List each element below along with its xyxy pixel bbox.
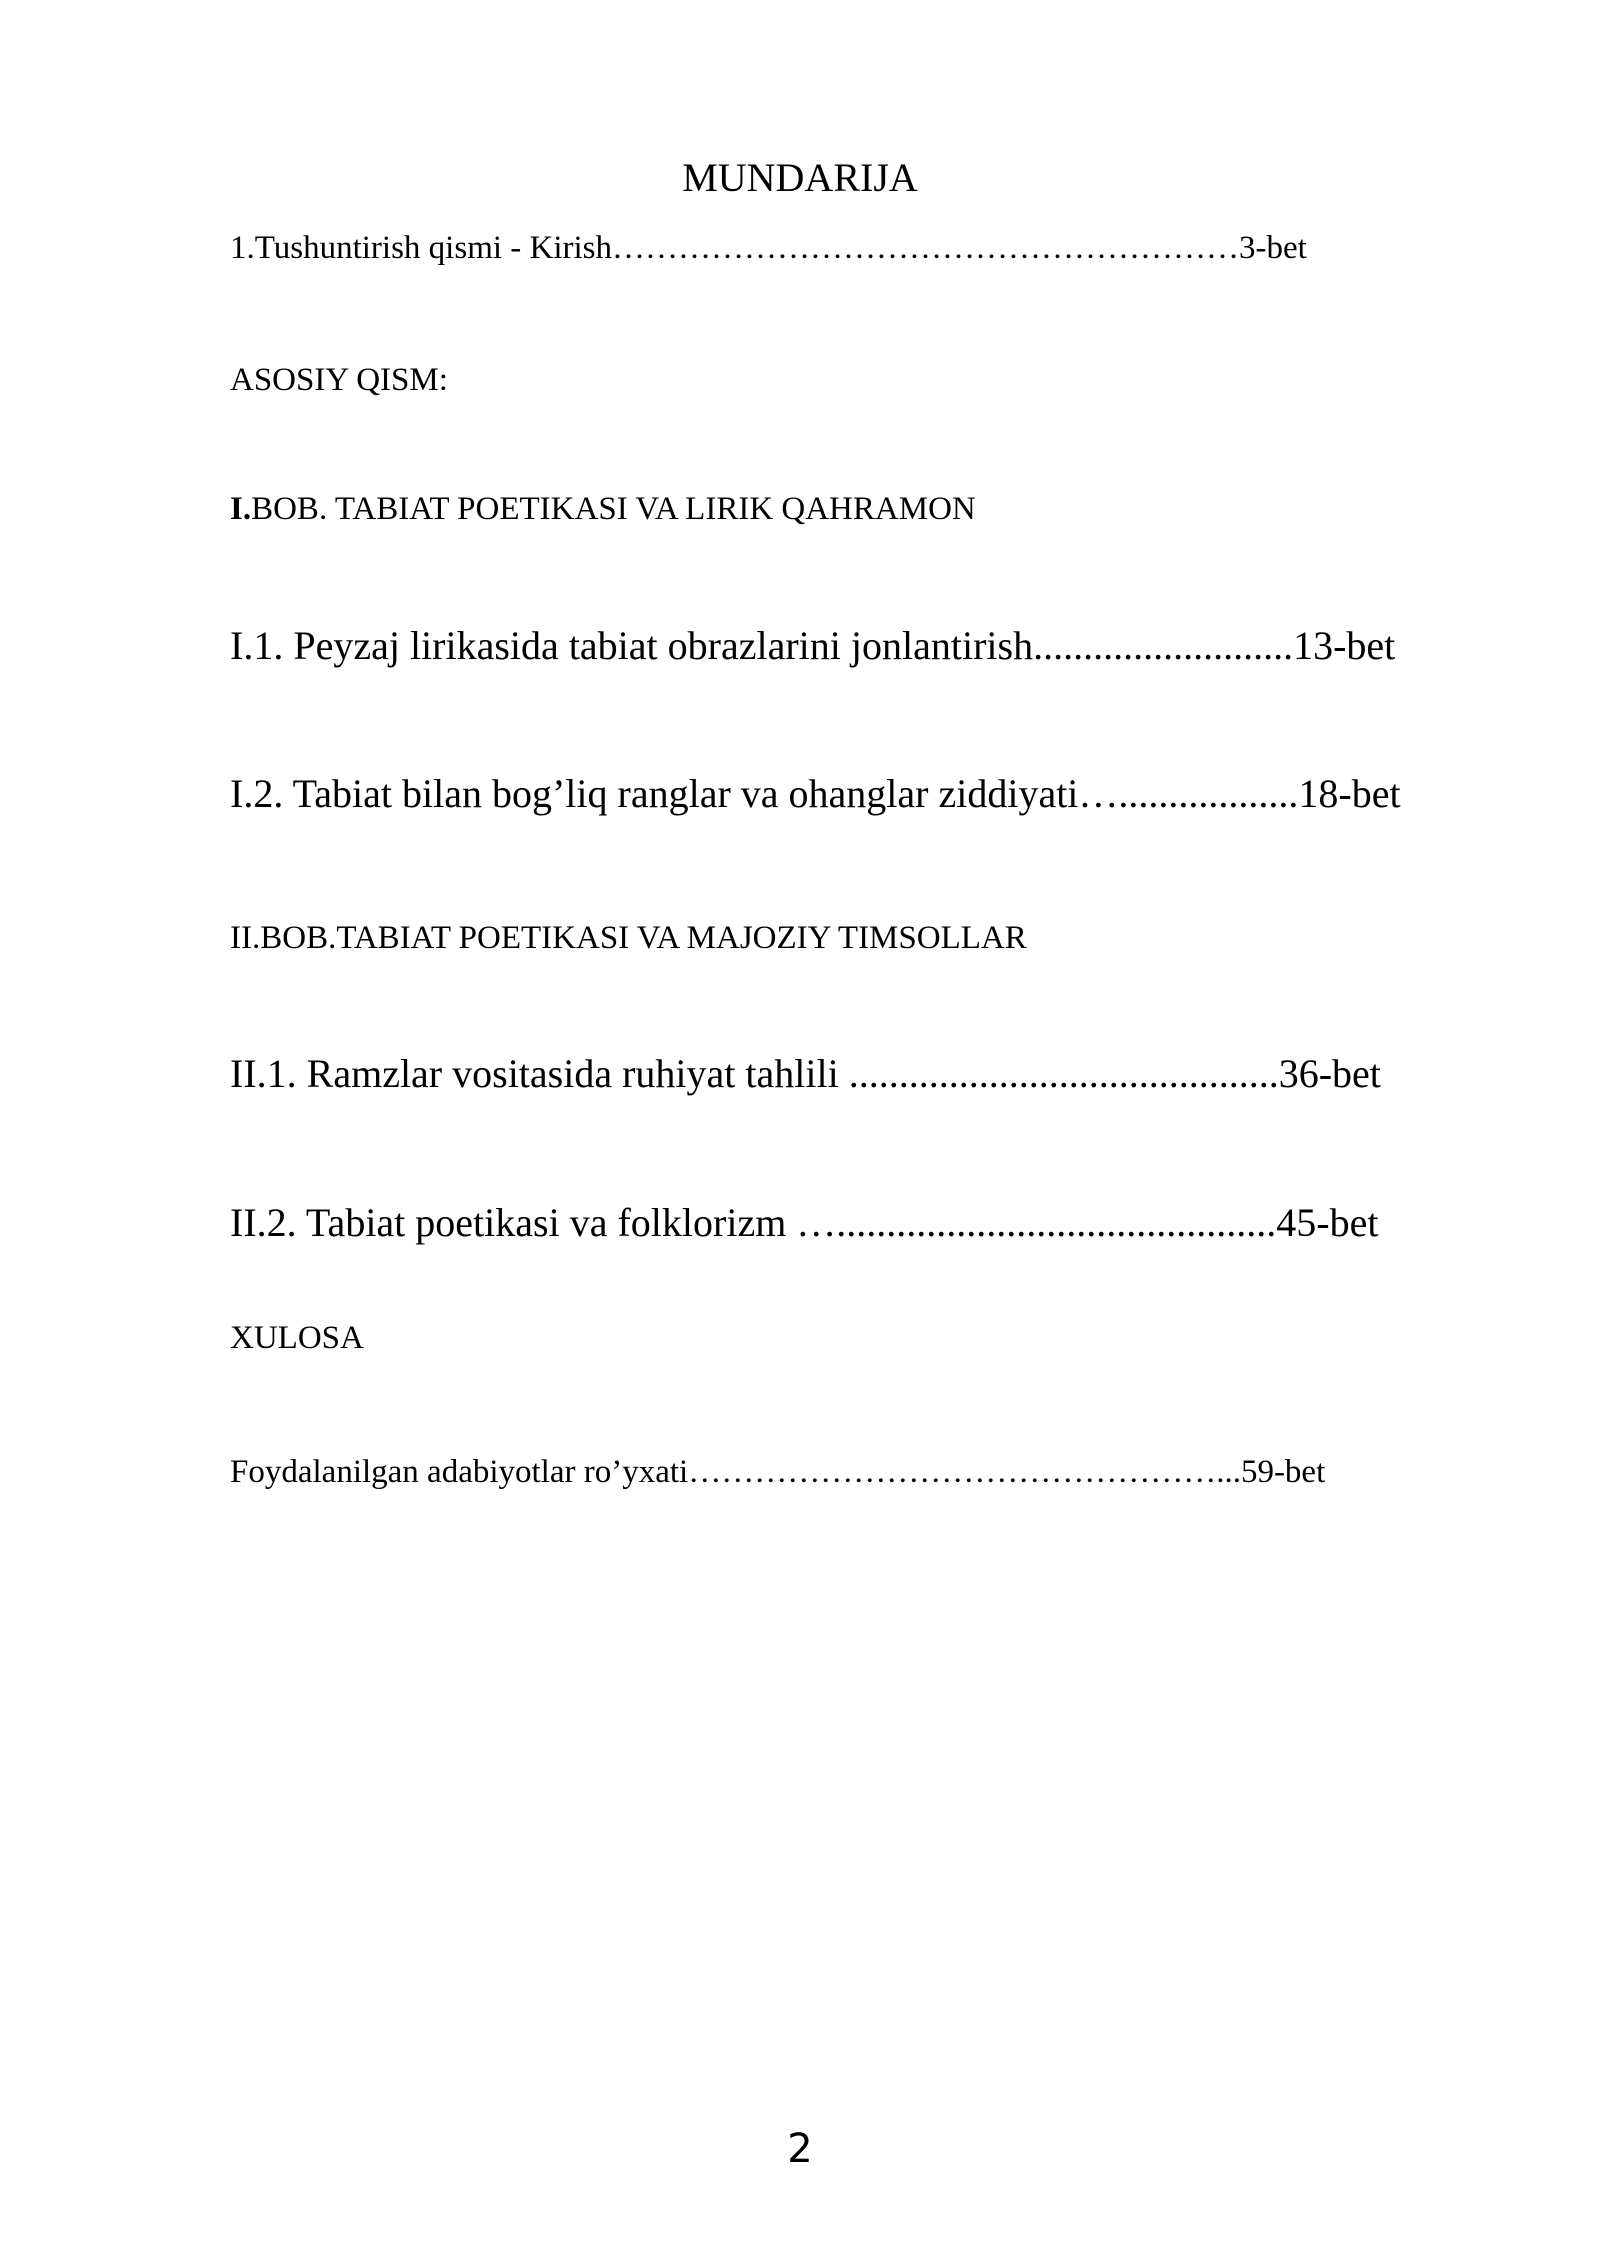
toc-entry-2-2: II.2. Tabiat poetikasi va folklorizm …............................................45-bet: [230, 1200, 1379, 1245]
toc-chapter-1: [230, 491, 976, 528]
toc-entry-introduction: 1.Tushuntirish qismi - Kirish…………………………………………………3-bet: [230, 230, 1307, 266]
toc-entry-2-1: II.1. Ramzlar vositasida ruhiyat tahlili ...........................................36-bet: [230, 1051, 1381, 1096]
toc-chapter-2: II.BOB.TABIAT POETIKASI VA MAJOZIY TIMSOLLAR: [230, 920, 1027, 956]
page-number: 2: [787, 2126, 813, 2172]
toc-entry-1-2: I.2. Tabiat bilan bog’liq ranglar va ohanglar ziddiyati…..................18-bet: [230, 771, 1401, 816]
toc-entry-bibliography: Foydalanilgan adabiyotlar ro’yxati…………………………………………...59-bet: [230, 1454, 1326, 1490]
toc-entry-1-1: I.1. Peyzaj lirikasida tabiat obrazlarini jonlantirish..........................13-bet: [230, 623, 1396, 668]
toc-chapter-1-number: I.: [230, 491, 252, 527]
page-title: MUNDARIJA: [682, 155, 918, 200]
toc-heading-conclusion: XULOSA: [230, 1320, 364, 1356]
toc-heading-main-part: ASOSIY QISM:: [230, 362, 448, 398]
toc-chapter-1-title: BOB. TABIAT POETIKASI VA LIRIK QAHRAMON: [251, 491, 976, 527]
